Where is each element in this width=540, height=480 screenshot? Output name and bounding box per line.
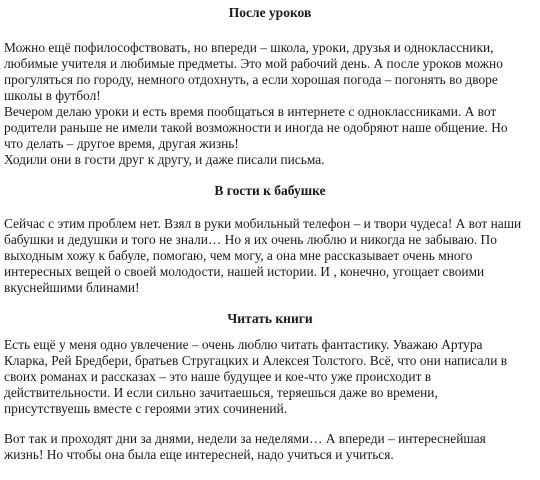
text-line: интересных вещей о своей молодости, нашей истории. И , конечно, угощает своими [4,264,485,279]
text-line: вкуснейшими блинами! [4,280,140,295]
text-line: школы в футбол! [4,88,101,103]
text-line: бабушки и дедушки и того не знали… Но я их очень люблю и никогда не забываю. По [4,232,497,247]
section-heading-visit-grandma: В гости к бабушке [214,183,326,198]
text-line: Можно ещё пофилософствовать, но впереди – школа, уроки, друзья и одноклассники, [4,40,494,55]
text-line: прогуляться по городу, немного отдохнуть, а если хорошая погода – погонять во дворе [4,72,498,87]
text-line: что делать – другое время, другая жизнь! [4,136,239,151]
text-line: жизнь! Но чтобы она была еще интересней, надо учиться и учиться. [4,447,394,462]
text-line: Кларка, Рей Бредбери, братьев Стругацких и Алексея Толстого. Всё, что они написали в [4,353,508,368]
section-heading-after-school: После уроков [228,5,312,20]
text-line: Сейчас с этим проблем нет. Взял в руки мобильный телефон – и твори чудеса! А вот наши [4,216,522,231]
text-line: выходным хожу к бабуле, помогаю, чем могу, а она мне рассказывает очень много [4,248,473,263]
text-line: Вечером делаю уроки и есть время пообщаться в интернете с одноклассниками. А вот [4,104,497,119]
text-line: своих романах и рассказах – это наше будущее и кое-что уже происходит в [4,369,432,384]
text-line: присутствуешь вместе с героями этих сочинений. [4,401,288,416]
section-heading-reading-books: Читать книги [227,311,313,326]
text-line: Вот так и проходят дни за днями, недели за неделями… А впереди – интереснейшая [4,431,486,446]
text-line: родители раньше не имели такой возможности и иногда не одобряют наше общение. Но [4,120,508,135]
text-line: действительности. И если сильно зачитаешься, теряешься даже во времени, [4,385,438,400]
text-line: Есть ещё у меня одно увлечение – очень люблю читать фантастику. Уважаю Артура [4,337,483,352]
text-line: Ходили они в гости друг к другу, и даже писали письма. [4,152,325,167]
text-line: любимые учителя и любимые предметы. Это мой рабочий день. А после уроков можно [4,56,503,71]
